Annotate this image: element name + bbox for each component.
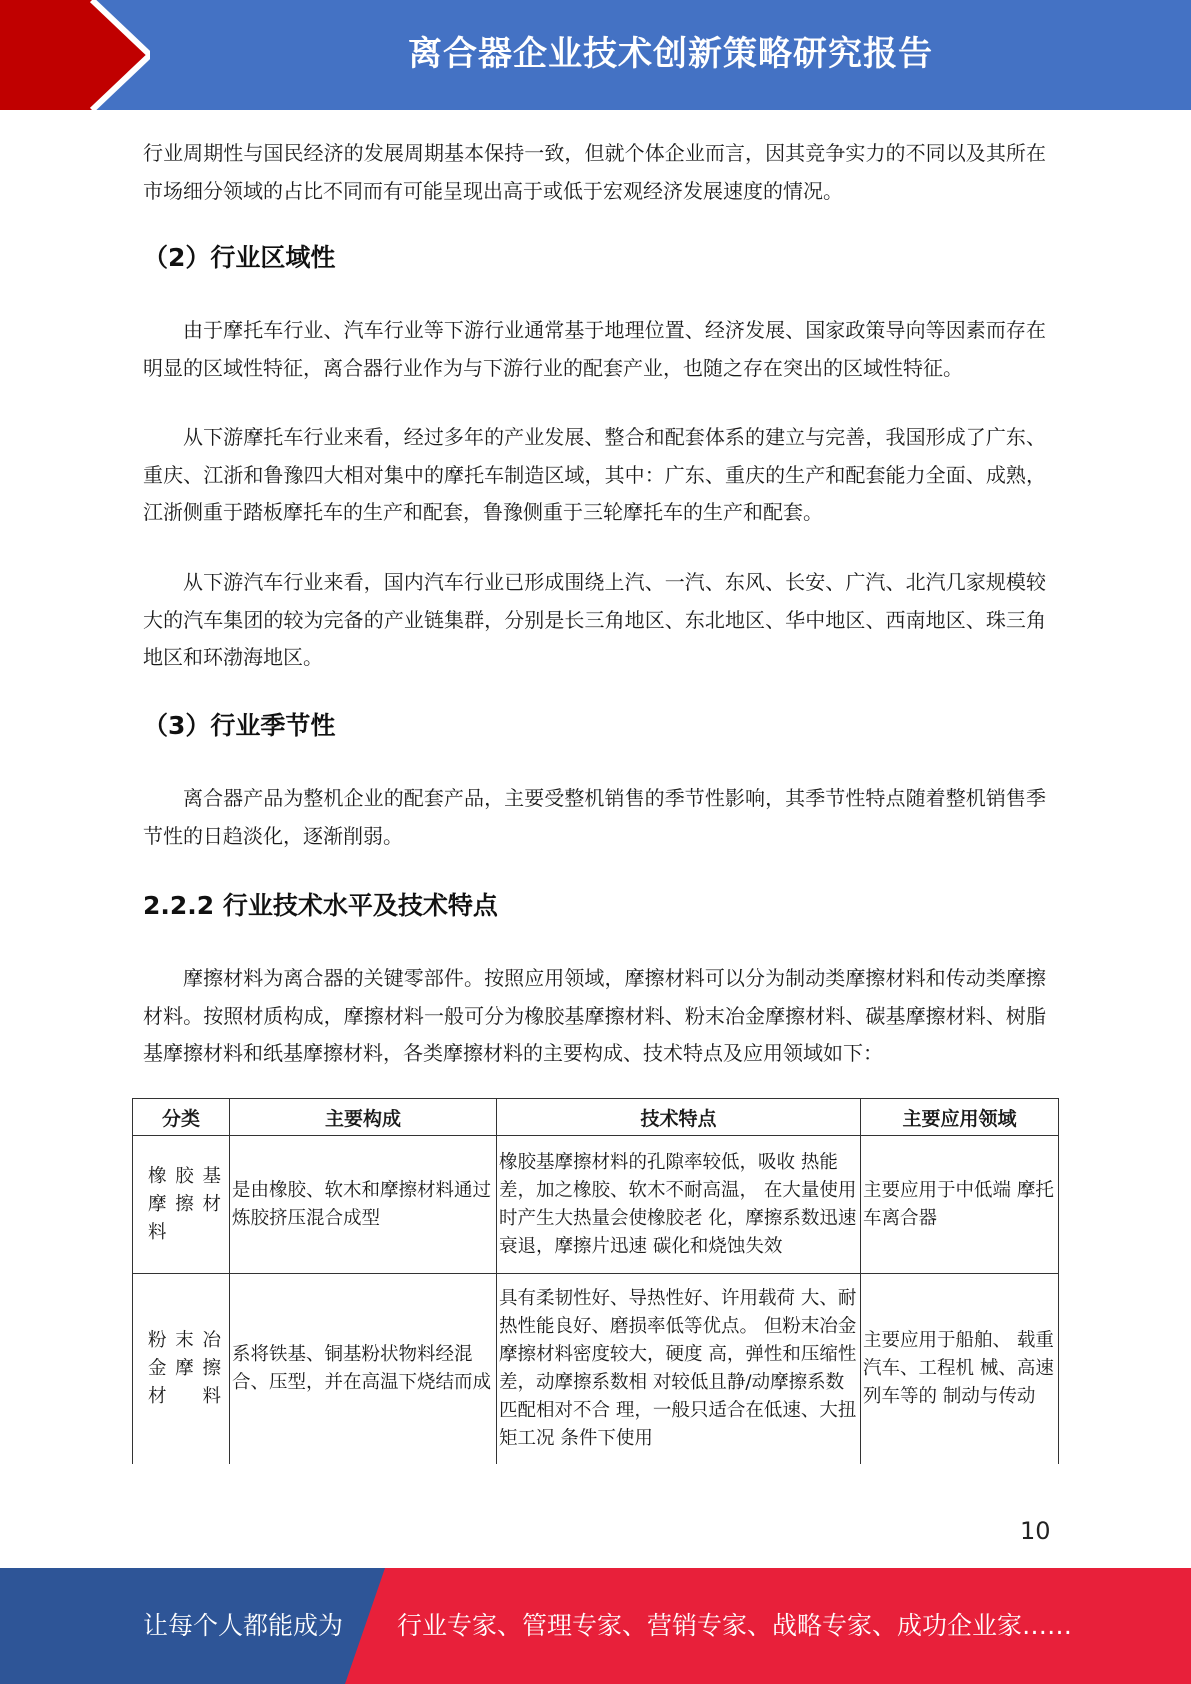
table-row	[133, 1274, 1059, 1464]
table-header-cell: 主要构成	[230, 1099, 497, 1136]
friction-materials-table	[132, 1098, 1059, 1464]
table-cell-application: 主要应用于中低端 摩托车离合器	[861, 1136, 1059, 1274]
table-row	[133, 1136, 1059, 1274]
table-cell-features: 具有柔韧性好、导热性好、许用载荷 大、耐热性能良好、磨损率低等优点。 但粉末冶金摩擦材料密度较大，硬度 高，弹性和压缩性差，动摩擦系数相 对较低且静/动摩擦系数匹配相对不合 理，一般只适合在低速、大扭矩工况 条件下使用	[497, 1274, 861, 1464]
paragraph-motorcycle: 从下游摩托车行业来看，经过多年的产业发展、整合和配套体系的建立与完善，我国形成了广东、重庆、江浙和鲁豫四大相对集中的摩托车制造区域，其中：广东、重庆的生产和配套能力全面、成熟，江浙侧重于踏板摩托车的生产和配套，鲁豫侧重于三轮摩托车的生产和配套。	[143, 425, 1046, 524]
paragraph-automobile: 从下游汽车行业来看，国内汽车行业已形成围绕上汽、一汽、东风、长安、广汽、北汽几家规模较大的汽车集团的较为完备的产业链集群，分别是长三角地区、东北地区、华中地区、西南地区、珠三角地区和环渤海地区。	[143, 570, 1046, 669]
heading-regional: （2）行业区域性	[143, 243, 336, 272]
paragraph-friction: 摩擦材料为离合器的关键零部件。按照应用领域，摩擦材料可以分为制动类摩擦材料和传动类摩擦材料。按照材质构成，摩擦材料一般可分为橡胶基摩擦材料、粉末冶金摩擦材料、碳基摩擦材料、树脂基摩擦材料和纸基摩擦材料，各类摩擦材料的主要构成、技术特点及应用领域如下：	[143, 966, 1046, 1065]
table-header-cell: 分类	[133, 1099, 230, 1136]
heading-seasonal: （3）行业季节性	[143, 711, 336, 740]
heading-tech-level: 2.2.2 行业技术水平及技术特点	[143, 891, 498, 920]
page-header	[0, 0, 1191, 110]
paragraph-seasonal: 离合器产品为整机企业的配套产品，主要受整机销售的季节性影响，其季节性特点随着整机销售季节性的日趋淡化，逐渐削弱。	[143, 786, 1046, 848]
table-cell-category: 粉末冶金摩擦材料	[133, 1274, 230, 1464]
table-header-cell: 主要应用领域	[861, 1099, 1059, 1136]
paragraph-regional: 由于摩托车行业、汽车行业等下游行业通常基于地理位置、经济发展、国家政策导向等因素而存在明显的区域性特征，离合器行业作为与下游行业的配套产业，也随之存在突出的区域性特征。	[143, 318, 1046, 380]
paragraph-intro: 行业周期性与国民经济的发展周期基本保持一致，但就个体企业而言，因其竞争实力的不同以及其所在市场细分领域的占比不同而有可能呈现出高于或低于宏观经济发展速度的情况。	[143, 141, 1046, 203]
header-red-chevron	[0, 0, 150, 110]
table-cell-composition: 是由橡胶、软木和摩擦材料通过炼胶挤压混合成型	[230, 1136, 497, 1274]
report-title: 离合器企业技术创新策略研究报告	[408, 34, 933, 74]
footer-slogan-right: 行业专家、管理专家、营销专家、战略专家、成功企业家……	[397, 1611, 1073, 1640]
page-number: 10	[1020, 1517, 1051, 1545]
page-footer	[0, 1568, 1191, 1684]
table-cell-composition: 系将铁基、铜基粉状物料经混合、压型，并在高温下烧结而成	[230, 1274, 497, 1464]
table-cell-application: 主要应用于船舶、 载重汽车、工程机 械、高速列车等的 制动与传动	[861, 1274, 1059, 1464]
footer-slogan-left: 让每个人都能成为	[143, 1611, 344, 1640]
table-cell-features: 橡胶基摩擦材料的孔隙率较低，吸收 热能差，加之橡胶、软木不耐高温， 在大量使用时产生大热量会使橡胶老 化，摩擦系数迅速衰退，摩擦片迅速 碳化和烧蚀失效	[497, 1136, 861, 1274]
table-header-row	[133, 1099, 1059, 1136]
table-header-cell: 技术特点	[497, 1099, 861, 1136]
table-cell-category: 橡胶基摩擦材料	[133, 1136, 230, 1274]
